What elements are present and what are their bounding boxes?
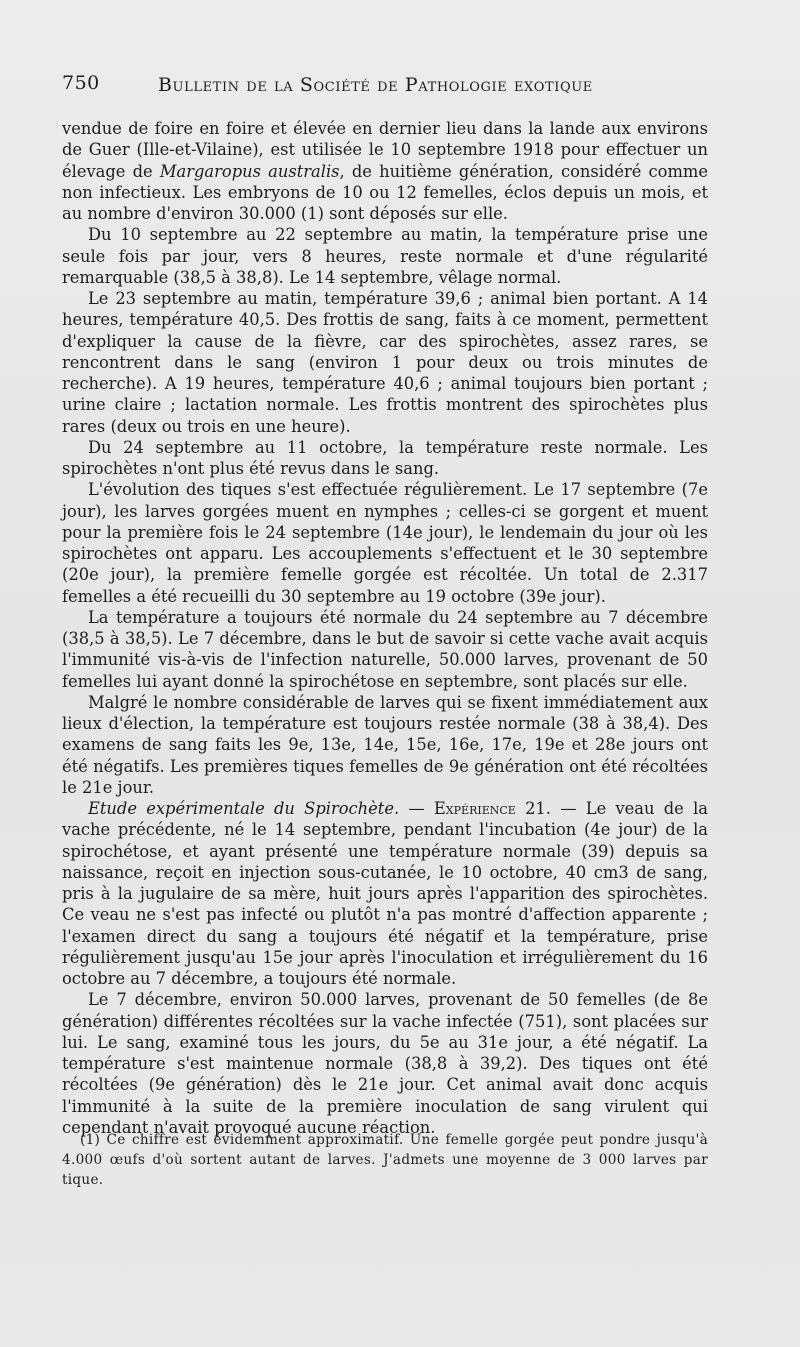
paragraph: Malgré le nombre considérable de larves qui se fixent immédiatement aux lieux d'élection, la température est toujours restée normale (38 à 38,4). Des examens de sang faits les 9e, 13e, 14e, 15e, 16e, 17e, 19e et 28e jours ont été négatifs. Les premières tiques femelles de 9e génération ont été récoltées le 21e jour. — [62, 692, 708, 797]
paragraph: Le 23 septembre au matin, température 39,6 ; animal bien portant. A 14 heures, température 40,5. Des frottis de sang, faits à ce moment, permettent d'expliquer la cause de la fièvre, car des spirochètes, assez rares, se rencontrent dans le sang (environ 1 pour deux ou trois minutes de recherche). A 19 heures, température 40,6 ; animal toujours bien portant ; urine claire ; lactation normale. Les frottis montrent des spirochètes plus rares (deux ou trois en une heure). — [62, 289, 708, 436]
species-name: Margaropus australis — [159, 161, 340, 181]
footnote — [62, 1130, 708, 1190]
section-heading: Etude expérimentale du Spirochète. — [88, 799, 400, 818]
paragraph-text: , de huitième génération, considéré comme non infectieux. Les embryons de 10 ou 12 femelles, éclos depuis un mois, et au nombre d'environ 30.000 (1) sont déposés sur elle. — [62, 161, 708, 223]
paragraph-text: . — Le veau de la vache précédente, né le 14 septembre, pendant l'incubation (4e jour) de la spirochétose, et ayant présenté une température normale (39) depuis sa naissance, reçoit en injection sous-cutanée, le 10 octobre, 40 cm3 de sang, pris à la jugulaire de sa mère, huit jours après l'apparition des spirochètes. Ce veau ne s'est pas infecté ou plutôt n'a pas montré d'affection apparente ; l'examen direct du sang a toujours été négatif et la température, prise régulièrement jusqu'au 15e jour après l'inoculation et irrégulièrement du 16 octobre au 7 décembre, a toujours été normale. — [62, 799, 708, 988]
separator: — — [399, 799, 434, 818]
running-title: Bulletin de la Société de Pathologie exotique — [158, 74, 593, 96]
paragraph: Le 7 décembre, environ 50.000 larves, provenant de 50 femelles (de 8e génération) différentes récoltées sur la vache infectée (751), sont placées sur lui. Le sang, examiné tous les jours, du 5e au 31e jour, a été négatif. La température s'est maintenue normale (38,8 à 39,2). Des tiques ont été récoltées (9e génération) dès le 21e jour. Cet animal avait donc acquis l'immunité à la suite de la première inoculation de sang virulent qui cependant n'avait provoqué aucune réaction. — [62, 990, 708, 1137]
experiment-label: Expérience — [433, 799, 516, 818]
paragraph: Du 10 septembre au 22 septembre au matin, la température prise une seule fois par jour, vers 8 heures, reste normale et d'une régularité remarquable (38,5 à 38,8). Le 14 septembre, vêlage normal. — [62, 225, 708, 287]
paragraph — [62, 798, 708, 989]
body-text — [62, 118, 708, 1138]
paragraph-text: vendue de foire en foire et élevée en dernier lieu dans la lande aux environs de Guer (Ille-et-Vilaine), est utilisée le 10 septembre 1918 pour effectuer un élevage de — [62, 119, 708, 181]
footnote-text: (1) Ce chiffre est évidemment approximatif. Une femelle gorgée peut pondre jusqu'à 4.000 œufs d'où sortent autant de larves. J'admets une moyenne de 3 000 larves par tique. — [62, 1132, 708, 1188]
paragraph: Du 24 septembre au 11 octobre, la température reste normale. Les spirochètes n'ont plus été revus dans le sang. — [62, 437, 708, 478]
paragraph: La température a toujours été normale du 24 septembre au 7 décembre (38,5 à 38,5). Le 7 décembre, dans le but de savoir si cette vache avait acquis l'immunité vis-à-vis de l'infection naturelle, 50.000 larves, provenant de 50 femelles lui ayant donné la spirochétose en septembre, sont placés sur elle. — [62, 607, 708, 691]
paragraph: L'évolution des tiques s'est effectuée régulièrement. Le 17 septembre (7e jour), les larves gorgées muent en nymphes ; celles-ci se gorgent et muent pour la première fois le 24 septembre (14e jour), le lendemain du jour où les spirochètes ont apparu. Les accouplements s'effectuent et le 30 septembre (20e jour), la première femelle gorgée est récoltée. Un total de 2.317 femelles a été recueilli du 30 septembre au 19 octobre (39e jour). — [62, 480, 708, 606]
experiment-number: 21 — [515, 799, 546, 818]
page-header — [62, 72, 722, 102]
page-number: 750 — [62, 72, 100, 94]
paragraph — [62, 118, 708, 224]
